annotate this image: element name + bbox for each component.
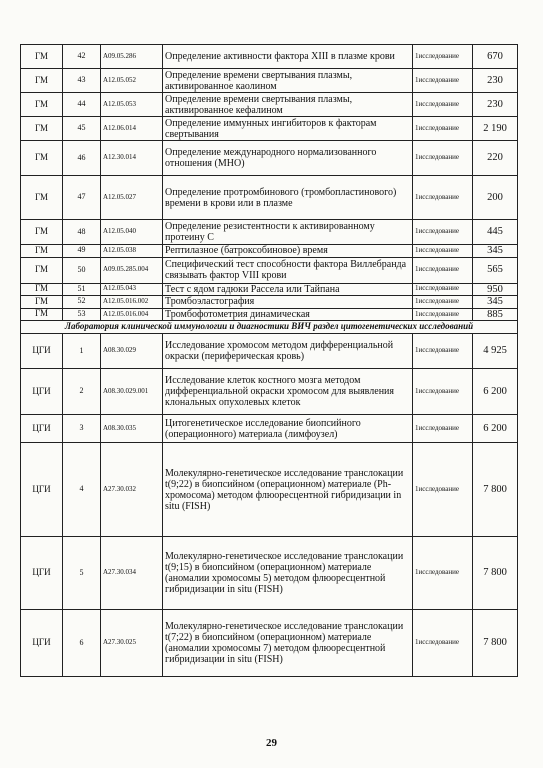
price-table: [20, 44, 518, 677]
unit-cell: 1исследование: [413, 117, 473, 141]
service-code-cell: A09.05.286: [101, 45, 163, 69]
number-cell: 52: [63, 296, 101, 309]
table-row: [21, 245, 518, 258]
service-code-cell: A12.05.052: [101, 69, 163, 93]
service-code-cell: A12.06.014: [101, 117, 163, 141]
service-name-cell: Определение активности фактора XIII в плазме крови: [163, 45, 413, 69]
number-cell: 2: [63, 369, 101, 415]
department-cell: ЦГИ: [21, 443, 63, 537]
unit-cell: 1исследование: [413, 69, 473, 93]
number-cell: 53: [63, 308, 101, 321]
number-cell: 45: [63, 117, 101, 141]
department-cell: ЦГИ: [21, 334, 63, 369]
table-row: [21, 141, 518, 176]
service-code-cell: A12.05.040: [101, 220, 163, 245]
number-cell: 49: [63, 245, 101, 258]
number-cell: 43: [63, 69, 101, 93]
service-name-cell: Определение иммунных ингибиторов к факторам свертывания: [163, 117, 413, 141]
table-row: [21, 443, 518, 537]
table-row: [21, 610, 518, 677]
table-row: [21, 415, 518, 443]
department-cell: ГМ: [21, 296, 63, 309]
table-row: [21, 93, 518, 117]
department-cell: ГМ: [21, 245, 63, 258]
table-body-coagulation: [21, 45, 518, 321]
price-cell: 6 200: [473, 369, 518, 415]
service-name-cell: Тромбоэластография: [163, 296, 413, 309]
price-cell: 4 925: [473, 334, 518, 369]
price-cell: 7 800: [473, 610, 518, 677]
service-code-cell: A27.30.034: [101, 537, 163, 610]
service-name-cell: Молекулярно-генетическое исследование транслокации t(9;22) в биопсийном (операционном) материале (Ph-хромосома) методом флюоресцентной гибридизации in situ (FISH): [163, 443, 413, 537]
price-cell: 445: [473, 220, 518, 245]
service-name-cell: Определение протромбинового (тромбопластинового) времени в крови или в плазме: [163, 176, 413, 220]
table-row: [21, 45, 518, 69]
price-cell: 230: [473, 69, 518, 93]
service-name-cell: Исследование клеток костного мозга методом дифференциальной окраски хромосом для выявления клональных опухолевых клеток: [163, 369, 413, 415]
unit-cell: 1исследование: [413, 283, 473, 296]
service-code-cell: A12.05.038: [101, 245, 163, 258]
department-cell: ГМ: [21, 257, 63, 283]
service-name-cell: Молекулярно-генетическое исследование транслокации t(9;15) в биопсийном (операционном) материале (аномалии хромосомы 5) методом флюоресцентной гибридизации in situ (FISH): [163, 537, 413, 610]
price-cell: 885: [473, 308, 518, 321]
unit-cell: 1исследование: [413, 296, 473, 309]
price-cell: 345: [473, 296, 518, 309]
unit-cell: 1исследование: [413, 257, 473, 283]
unit-cell: 1исследование: [413, 369, 473, 415]
service-code-cell: A12.05.016.004: [101, 308, 163, 321]
service-name-cell: Цитогенетическое исследование биопсийного (операционного) материала (лимфоузел): [163, 415, 413, 443]
service-name-cell: Определение времени свертывания плазмы, активированное каолином: [163, 69, 413, 93]
table-row: [21, 296, 518, 309]
service-code-cell: A08.30.029: [101, 334, 163, 369]
price-cell: 220: [473, 141, 518, 176]
service-code-cell: A12.05.043: [101, 283, 163, 296]
service-code-cell: A08.30.035: [101, 415, 163, 443]
service-name-cell: Тромбофотометрия динамическая: [163, 308, 413, 321]
service-code-cell: A12.05.027: [101, 176, 163, 220]
unit-cell: 1исследование: [413, 443, 473, 537]
department-cell: ЦГИ: [21, 610, 63, 677]
number-cell: 1: [63, 334, 101, 369]
service-code-cell: A27.30.032: [101, 443, 163, 537]
number-cell: 51: [63, 283, 101, 296]
service-name-cell: Специфический тест способности фактора Виллебранда связывать фактор VIII крови: [163, 257, 413, 283]
number-cell: 42: [63, 45, 101, 69]
price-cell: 950: [473, 283, 518, 296]
service-name-cell: Исследование хромосом методом дифференциальной окраски (периферическая кровь): [163, 334, 413, 369]
unit-cell: 1исследование: [413, 334, 473, 369]
table-row: [21, 220, 518, 245]
unit-cell: 1исследование: [413, 176, 473, 220]
department-cell: ЦГИ: [21, 415, 63, 443]
unit-cell: 1исследование: [413, 141, 473, 176]
department-cell: ГМ: [21, 117, 63, 141]
service-name-cell: Рептилазное (батроксобиновое) время: [163, 245, 413, 258]
price-cell: 7 800: [473, 443, 518, 537]
number-cell: 47: [63, 176, 101, 220]
page-number: 29: [266, 737, 277, 749]
table-row: [21, 257, 518, 283]
service-code-cell: A12.05.053: [101, 93, 163, 117]
department-cell: ГМ: [21, 69, 63, 93]
price-cell: 345: [473, 245, 518, 258]
price-cell: 6 200: [473, 415, 518, 443]
department-cell: ГМ: [21, 45, 63, 69]
number-cell: 3: [63, 415, 101, 443]
price-cell: 670: [473, 45, 518, 69]
table-row: [21, 69, 518, 93]
section-header-row: [21, 321, 518, 334]
unit-cell: 1исследование: [413, 415, 473, 443]
service-code-cell: A09.05.285.004: [101, 257, 163, 283]
department-cell: ГМ: [21, 283, 63, 296]
unit-cell: 1исследование: [413, 93, 473, 117]
table-section: [21, 321, 518, 334]
department-cell: ЦГИ: [21, 537, 63, 610]
service-name-cell: Определение международного нормализованного отношения (МНО): [163, 141, 413, 176]
number-cell: 4: [63, 443, 101, 537]
number-cell: 5: [63, 537, 101, 610]
service-name-cell: Определение времени свертывания плазмы, активированное кефалином: [163, 93, 413, 117]
price-cell: 230: [473, 93, 518, 117]
department-cell: ГМ: [21, 176, 63, 220]
unit-cell: 1исследование: [413, 220, 473, 245]
table-row: [21, 308, 518, 321]
number-cell: 48: [63, 220, 101, 245]
service-code-cell: A08.30.029.001: [101, 369, 163, 415]
unit-cell: 1исследование: [413, 45, 473, 69]
table-row: [21, 334, 518, 369]
department-cell: ГМ: [21, 93, 63, 117]
unit-cell: 1исследование: [413, 610, 473, 677]
service-code-cell: A12.30.014: [101, 141, 163, 176]
number-cell: 46: [63, 141, 101, 176]
table-row: [21, 176, 518, 220]
table-row: [21, 369, 518, 415]
department-cell: ЦГИ: [21, 369, 63, 415]
department-cell: ГМ: [21, 141, 63, 176]
unit-cell: 1исследование: [413, 308, 473, 321]
number-cell: 44: [63, 93, 101, 117]
price-cell: 2 190: [473, 117, 518, 141]
number-cell: 50: [63, 257, 101, 283]
service-code-cell: A27.30.025: [101, 610, 163, 677]
price-cell: 200: [473, 176, 518, 220]
service-name-cell: Определение резистентности к активированному протеину С: [163, 220, 413, 245]
price-cell: 565: [473, 257, 518, 283]
table-body-cytogenetics: [21, 334, 518, 677]
section-title: Лаборатория клинической иммунологии и диагностики ВИЧ раздел цитогенетических исследований: [21, 321, 518, 334]
table-row: [21, 283, 518, 296]
price-cell: 7 800: [473, 537, 518, 610]
department-cell: ГМ: [21, 308, 63, 321]
service-code-cell: A12.05.016.002: [101, 296, 163, 309]
unit-cell: 1исследование: [413, 245, 473, 258]
unit-cell: 1исследование: [413, 537, 473, 610]
service-name-cell: Тест с ядом гадюки Рассела или Тайпана: [163, 283, 413, 296]
table-row: [21, 537, 518, 610]
department-cell: ГМ: [21, 220, 63, 245]
table-row: [21, 117, 518, 141]
service-name-cell: Молекулярно-генетическое исследование транслокации t(7;22) в биопсийном (операционном) материале (аномалии хромосомы 7) методом флюоресцентной гибридизации in situ (FISH): [163, 610, 413, 677]
number-cell: 6: [63, 610, 101, 677]
